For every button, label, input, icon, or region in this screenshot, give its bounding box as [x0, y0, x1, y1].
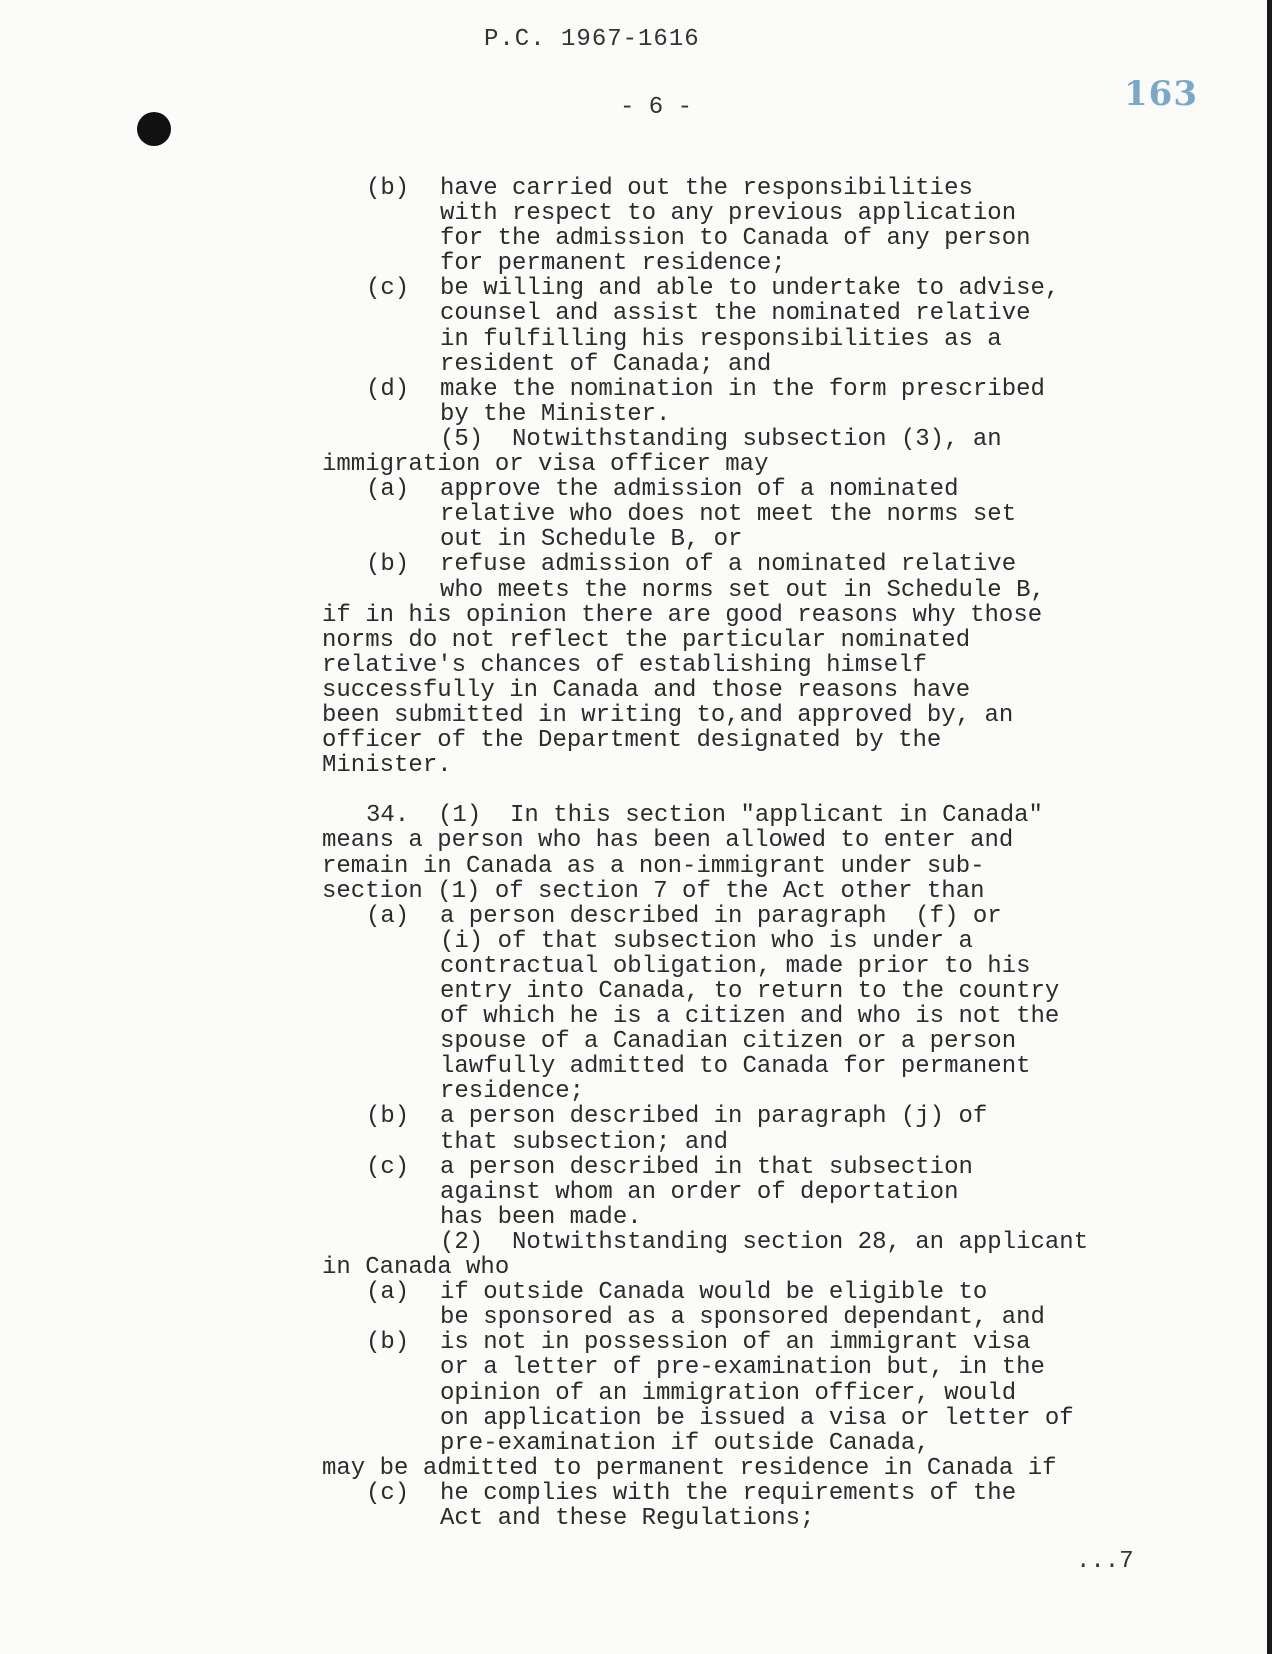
paragraph-line: against whom an order of deportation: [440, 1178, 959, 1206]
paragraph-b1: [0, 176, 1272, 201]
paragraph-line: is not in possession of an immigrant visa: [440, 1329, 1031, 1357]
paragraph-line: that subsection; and: [440, 1128, 729, 1156]
paragraph-line: residence;: [440, 1078, 585, 1106]
document-body: [0, 176, 1272, 1531]
page-stamp-number: 163: [1124, 74, 1198, 114]
section-line: means a person who has been allowed to enter and: [322, 827, 1014, 855]
paragraph-label: (b): [366, 551, 410, 579]
page-number: - 6 -: [620, 94, 693, 121]
paragraph-line: by the Minister.: [440, 400, 671, 428]
paragraph-label: (b): [366, 1103, 410, 1131]
paragraph-line: be willing and able to undertake to advise,: [440, 275, 1060, 303]
subsection-intro: (2) Notwithstanding section 28, an applicant: [440, 1228, 1089, 1256]
paragraph-line: who meets the norms set out in Schedule B,: [440, 576, 1045, 604]
subsection-intro: (5) Notwithstanding subsection (3), an: [440, 425, 1002, 453]
paragraph-line: for permanent residence;: [440, 250, 786, 278]
continued-marker: ...7: [1076, 1548, 1134, 1575]
paragraph-line: relative who does not meet the norms set: [440, 501, 1017, 529]
subsection-5: [0, 427, 1272, 452]
paragraph-label: (d): [366, 375, 410, 403]
paragraph-line: or a letter of pre-examination but, in the: [440, 1354, 1045, 1382]
subsection-intro: in Canada who: [322, 1254, 510, 1282]
order-reference: P.C. 1967-1616: [484, 26, 700, 53]
paragraph-label: (c): [366, 275, 410, 303]
paragraph-line: opinion of an immigration officer, would: [440, 1379, 1017, 1407]
paragraph-line: a person described in that subsection: [440, 1153, 973, 1181]
paragraph-line: lawfully admitted to Canada for permanent: [440, 1053, 1031, 1081]
paragraph-line: have carried out the responsibilities: [440, 175, 973, 202]
paragraph-line: (i) of that subsection who is under a: [440, 927, 973, 955]
paragraph-line: spouse of a Canadian citizen or a person: [440, 1028, 1017, 1056]
paragraph-line: out in Schedule B, or: [440, 526, 743, 554]
paragraph-line: of which he is a citizen and who is not the: [440, 1003, 1060, 1031]
paragraph-label: (b): [366, 1329, 410, 1357]
paragraph-line: approve the admission of a nominated: [440, 476, 959, 504]
closing-line: officer of the Department designated by the: [322, 727, 942, 755]
paragraph-line: for the admission to Canada of any person: [440, 225, 1031, 253]
paragraph-line: resident of Canada; and: [440, 350, 772, 378]
section-intro: 34. (1) In this section "applicant in Canada": [366, 802, 1043, 830]
paragraph-line: a person described in paragraph (f) or: [440, 902, 1002, 930]
paragraph-label: (a): [366, 476, 410, 504]
paragraph-line: he complies with the requirements of the: [440, 1479, 1017, 1507]
closing-line: been submitted in writing to,and approved by, an: [322, 701, 1014, 729]
paragraph-line: contractual obligation, made prior to his: [440, 952, 1031, 980]
closing-line: if in his opinion there are good reasons why those: [322, 601, 1043, 629]
closing-line: norms do not reflect the particular nominated: [322, 626, 971, 654]
paragraph-line: has been made.: [440, 1203, 642, 1231]
closing-line: Minister.: [322, 752, 452, 780]
paragraph-c1: [0, 276, 1272, 301]
paragraph-line: counsel and assist the nominated relative: [440, 300, 1031, 328]
punch-hole: [137, 112, 171, 146]
subsection-intro: immigration or visa officer may: [322, 451, 769, 479]
paragraph-line: on application be issued a visa or letter of: [440, 1404, 1074, 1432]
paragraph-line: with respect to any previous application: [440, 200, 1017, 228]
paragraph-line: a person described in paragraph (j) of: [440, 1103, 988, 1131]
paragraph-d1: [0, 377, 1272, 402]
paragraph-line: make the nomination in the form prescribed: [440, 375, 1045, 403]
paragraph-line: pre-examination if outside Canada,: [440, 1429, 930, 1457]
closing-line: successfully in Canada and those reasons have: [322, 676, 971, 704]
paragraph-line: Act and these Regulations;: [440, 1504, 815, 1532]
paragraph-line: entry into Canada, to return to the country: [440, 978, 1060, 1005]
closing-line: may be admitted to permanent residence in Canada if: [322, 1454, 1057, 1482]
paragraph-label: (a): [366, 1279, 410, 1307]
paragraph-line: if outside Canada would be eligible to: [440, 1279, 988, 1307]
paragraph-line: refuse admission of a nominated relative: [440, 551, 1017, 579]
section-line: section (1) of section 7 of the Act other than: [322, 877, 985, 905]
section-line: remain in Canada as a non-immigrant under sub-: [322, 852, 985, 880]
paragraph-label: (b): [366, 175, 410, 202]
section-34: [0, 803, 1272, 828]
paragraph-label: (c): [366, 1153, 410, 1181]
paragraph-line: in fulfilling his responsibilities as a: [440, 325, 1002, 353]
subsection-2: [0, 1230, 1272, 1255]
paragraph-label: (a): [366, 902, 410, 930]
closing-line: relative's chances of establishing himself: [322, 651, 927, 679]
paragraph-line: be sponsored as a sponsored dependant, and: [440, 1304, 1045, 1332]
paragraph-label: (c): [366, 1479, 410, 1507]
